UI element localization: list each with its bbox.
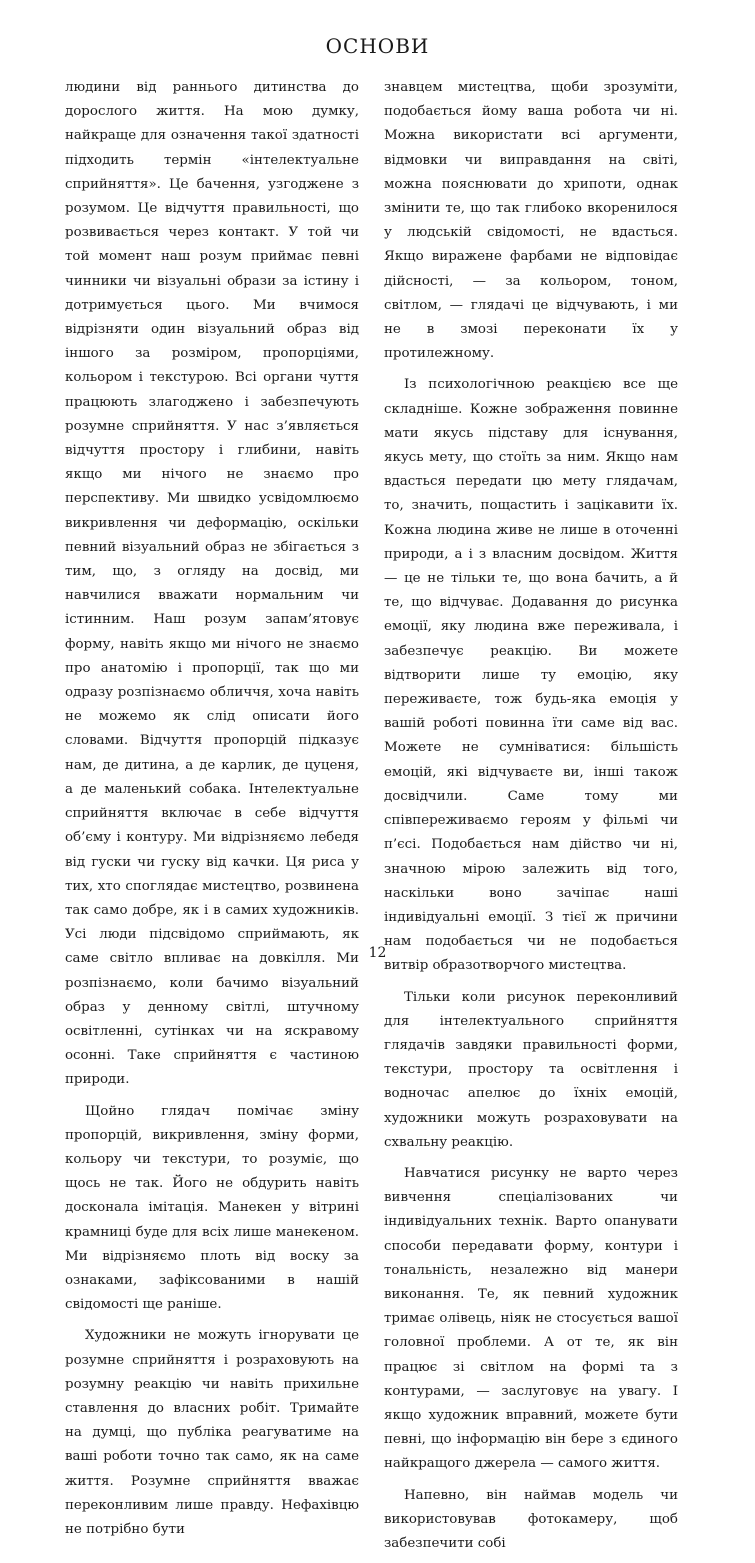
- paragraph: Тільки коли рисунок переконливий для інтелектуального сприйняття глядачів завдяки правильності форми, текстури, простору та освітлення і водночас апелює до їхніх емоцій, художники можуть розраховувати на схвальну реакцію.: [384, 989, 678, 1150]
- paragraph: знавцем мистецтва, щоби зрозуміти, подобається йому ваша робота чи ні. Можна використати всі аргументи, відмовки чи виправдання на світі, можна пояснювати до хрипоти, однак змінити те, що так глибоко вкоренилося у людській свідомості, не вдасться. Якщо виражене фарбами не відповідає дійсності, — за кольором, тоном, світлом, — глядачі це відчувають, і ми не в змозі переконати їх у протилежному.: [384, 80, 678, 362]
- running-header: ОСНОВИ: [325, 34, 430, 58]
- paragraph: Художники не можуть ігнорувати це розумне сприйняття і розраховують на розумну реакцію чи навіть прихильне ставлення до власних робіт. Тримайте на думці, що публіка реагуватиме на ваші роботи точно так само, як на саме життя. Розумне сприйняття вважає переконливим лише правду. Нефахівцю не потрібно бути: [65, 1328, 359, 1537]
- paragraph: Щойно глядач помічає зміну пропорцій, викривлення, зміну форми, кольору чи текстури, то розуміє, що щось не так. Його не обдурить навіть досконала імітація. Манекен у вітрині крамниці буде для всіх лише манекеном. Ми відрізняємо плоть від воску за ознаками, зафіксованими в нашій свідомості ще раніше.: [65, 1103, 359, 1313]
- page-number: 12: [368, 945, 387, 961]
- left-column: [65, 76, 359, 1549]
- paragraph: Навчатися рисунку не варто через вивчення спеціалізованих чи індивідуальних технік. Варто опанувати способи передавати форму, контури і тональність, незалежно від манери виконання. Те, як певний художник тримає олівець, ніяк не стосується вашої головної проблеми. А от те, як він працює зі світлом на формі та з контурами, — заслуговує на увагу. І якщо художник вправний, можете бути певні, що інформацію він бере з єдиного найкращого джерела — самого життя.: [384, 1165, 678, 1472]
- paragraph: людини від раннього дитинства до дорослого життя. На мою думку, найкраще для означення такої здатності підходить термін «інтелектуальне сприйняття». Це бачення, узгоджене з розумом. Це відчуття правильності, що розвивається через контакт. У той чи той момент наш розум приймає певні чинники чи візуальні образи за істину і дотримується цього. Ми вчимося відрізняти один візуальний образ від іншого за розміром, пропорціями, кольором і текстурою. Всі органи чуття працюють злагоджено і забезпечують розумне сприйняття. У нас з’являється відчуття простору і глибини, навіть якщо ми нічого не знаємо про перспективу. Ми швидко усвідомлюємо викривлення чи деформацію, оскільки певний візуальний образ не збігається з тим, що, з огляду на досвід, ми навчилися вважати нормальним чи істинним. Наш розум запам’ятовує форму, навіть якщо ми нічого не знаємо про анатомію і пропорції, так що ми одразу розпізнаємо обличчя, хоча навіть не можемо як слід описати його словами. Відчуття пропорцій підказує нам, де дитина, а де карлик, де цуценя, а де маленький собака. Інтелектуальне сприйняття включає в себе відчуття об’єму і контуру. Ми відрізняємо лебедя від гуски чи гуску від качки. Ця риса у тих, хто споглядає мистецтво, розвинена так само добре, як і в самих художників. Усі люди підсвідомо сприймають, як саме світло впливає на довкілля. Ми розпізнаємо, коли бачимо візуальний образ у денному світлі, штучному освітленні, сутінках чи на яскравому осонні. Таке сприйняття є частиною природи.: [65, 80, 359, 1088]
- paragraph: Із психологічною реакцією все ще складніше. Кожне зображення повинне мати якусь підставу для існування, якусь мету, що стоїть за ним. Якщо нам вдасться передати цю мету глядачам, то, значить, пощастить і зацікавити їх. Кожна людина живе не лише в оточенні природи, а і з власним досвідом. Життя — це не тільки те, що вона бачить, а й те, що відчуває. Додавання до рисунка емоції, яку людина вже переживала, і забезпечує реакцію. Ви можете відтворити лише ту емоцію, яку переживаєте, тож будь-яка емоція у вашій роботі повинна їти саме від вас. Можете не сумніватися: більшість емоцій, які відчуваєте ви, інші також досвідчили. Саме тому ми співпереживаємо героям у фільмі чи п’єсі. Подобається нам дійство чи ні, значною мірою залежить від того, наскільки воно зачіпає наші індивідуальні емоції. З тієї ж причини нам подобається чи не подобається витвір образотворчого мистецтва.: [384, 377, 678, 974]
- paragraph: Напевно, він наймав модель чи використовував фотокамеру, щоб забезпечити собі: [384, 1487, 678, 1551]
- right-column: [384, 76, 678, 1563]
